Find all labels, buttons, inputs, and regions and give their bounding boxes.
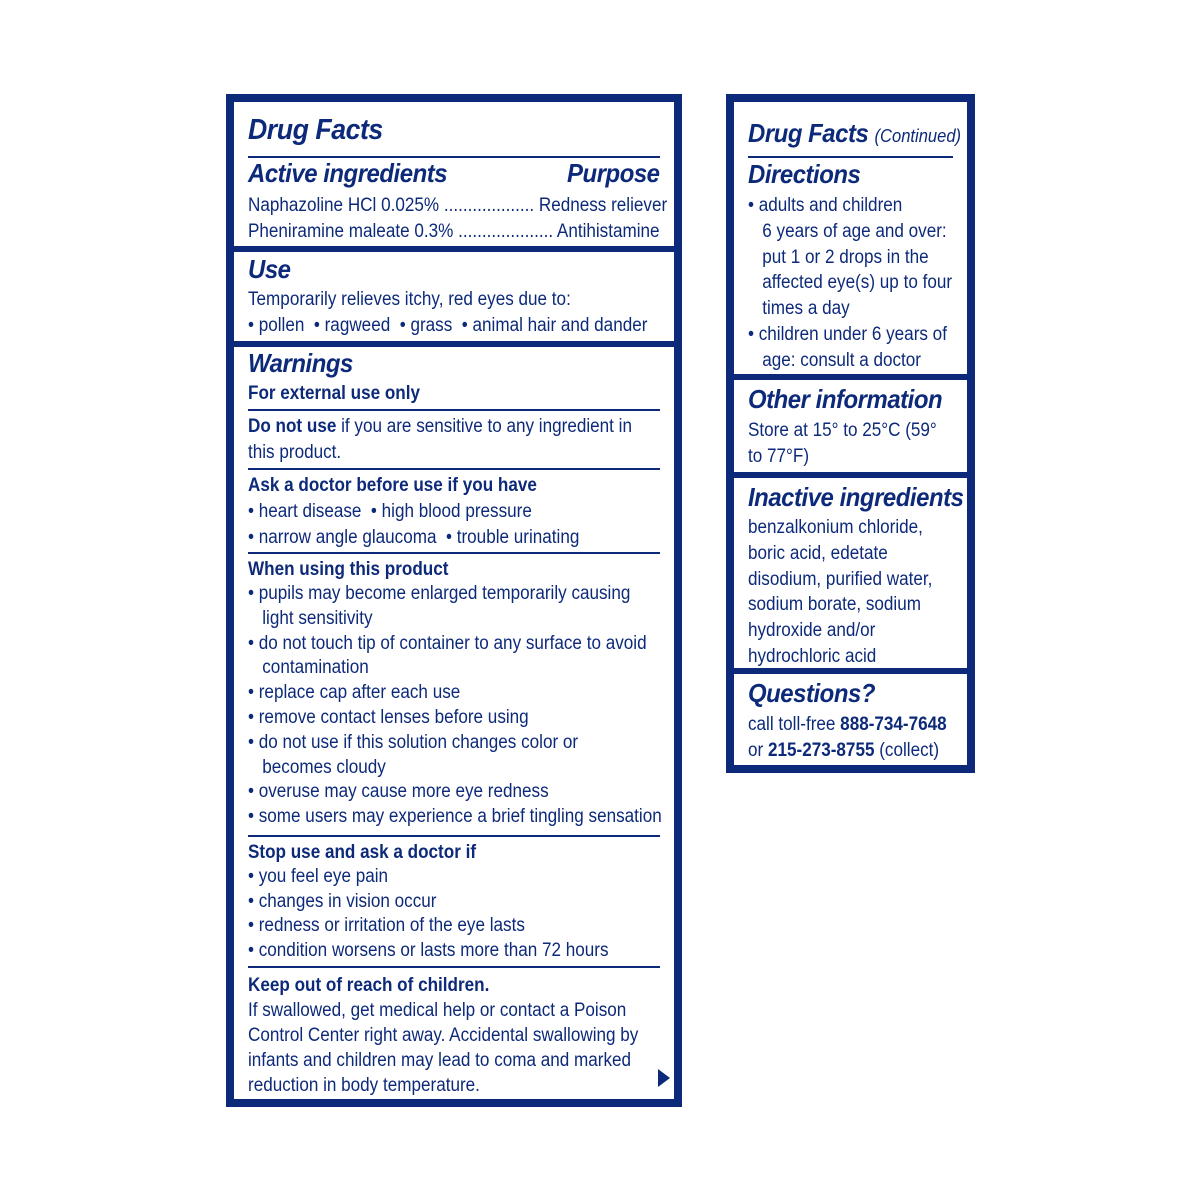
list-item: • pupils may become enlarged temporarily causing — [248, 583, 631, 604]
list-item: times a day — [748, 298, 850, 320]
continued-label: (Continued) — [874, 126, 962, 146]
when-using-header: When using this product — [248, 559, 449, 580]
section-bar — [234, 246, 674, 252]
questions-text: or — [748, 740, 768, 761]
list-item: • changes in vision occur — [248, 890, 437, 912]
divider — [248, 468, 660, 470]
drug-facts-title: Drug Facts — [248, 114, 383, 146]
questions-text: (collect) — [874, 740, 940, 761]
ask-doctor-header: Ask a doctor before use if you have — [248, 475, 537, 496]
active-ingredients-header-row — [248, 158, 660, 189]
list-item: • redness or irritation of the eye lasts — [248, 915, 525, 937]
list-item: 6 years of age and over: — [748, 220, 947, 242]
keep-out-text — [248, 998, 660, 1098]
section-bar — [734, 374, 967, 380]
list-item: becomes cloudy — [248, 756, 386, 778]
text-line: reduction in body temperature. — [248, 1075, 480, 1096]
text-line: hydroxide and/or — [748, 620, 876, 642]
questions-line-1 — [748, 712, 947, 738]
warnings-header: Warnings — [248, 348, 353, 378]
text-line: to 77°F) — [748, 446, 810, 467]
drug-facts-continued-title — [748, 118, 961, 149]
purpose-header: Purpose — [567, 158, 660, 188]
text-line: If swallowed, get medical help or contact a Poison — [248, 1000, 627, 1021]
directions-list — [748, 193, 953, 374]
do-not-use-text: if you are sensitive to any ingredient in — [336, 416, 632, 437]
section-bar — [734, 668, 967, 674]
text-line: hydrochloric acid — [748, 645, 877, 667]
text-line: boric acid, edetate — [748, 542, 888, 564]
stop-use-header: Stop use and ask a doctor if — [248, 842, 477, 863]
divider — [248, 966, 660, 968]
list-item: light sensitivity — [248, 607, 373, 629]
directions-header: Directions — [748, 159, 861, 189]
text-line: benzalkonium chloride, — [748, 517, 923, 538]
use-header: Use — [248, 254, 291, 284]
list-item: affected eye(s) up to four — [748, 272, 953, 294]
ingredient-name: Pheniramine maleate 0.3% — [248, 221, 454, 242]
questions-header: Questions? — [748, 678, 875, 708]
text-line: Control Center right away. Accidental swallowing by — [248, 1025, 639, 1046]
list-item: • children under 6 years of — [748, 323, 947, 345]
continue-arrow-icon — [658, 1069, 670, 1087]
other-information-text — [748, 418, 953, 470]
inactive-ingredients-text — [748, 515, 953, 670]
ingredient-row-1 — [248, 193, 667, 219]
divider — [248, 409, 660, 411]
drug-facts-panel-right — [726, 94, 975, 773]
list-item: • remove contact lenses before using — [248, 706, 529, 728]
phone-number-toll-free: 888-734-7648 — [840, 714, 947, 735]
text-line: Store at 15° to 25°C (59° — [748, 420, 937, 441]
do-not-use-label: Do not use — [248, 416, 337, 437]
list-item: • some users may experience a brief tingling sensation — [248, 806, 662, 828]
leader-dots: ................... — [443, 195, 535, 216]
divider — [748, 156, 953, 158]
ingredient-purpose: Redness reliever — [538, 195, 668, 216]
divider — [248, 552, 660, 554]
list-item: • condition worsens or lasts more than 72 hours — [248, 939, 609, 961]
ask-doctor-line-1: • heart disease • high blood pressure — [248, 501, 532, 522]
ingredient-row-2 — [248, 219, 660, 245]
ingredient-purpose: Antihistamine — [556, 221, 660, 242]
list-item: • you feel eye pain — [248, 866, 389, 887]
list-item: contamination — [248, 657, 369, 679]
do-not-use-line — [248, 414, 632, 440]
list-item: age: consult a doctor — [748, 349, 922, 371]
ask-doctor-line-2: • narrow angle glaucoma • trouble urinating — [248, 527, 580, 548]
questions-text: call toll-free — [748, 714, 841, 735]
section-bar — [734, 472, 967, 478]
do-not-use-line-2: this product. — [248, 442, 342, 463]
drug-facts-title: Drug Facts — [748, 118, 869, 148]
when-using-list — [248, 582, 660, 830]
keep-out-header: Keep out of reach of children. — [248, 975, 490, 996]
text-line: sodium borate, sodium — [748, 594, 921, 616]
external-use-text: For external use only — [248, 383, 421, 404]
list-item: • do not touch tip of container to any surface to avoid — [248, 632, 647, 654]
active-ingredients-header: Active ingredients — [248, 158, 448, 188]
drug-facts-panel-left — [226, 94, 682, 1107]
section-bar — [234, 341, 674, 347]
use-items: • pollen • ragweed • grass • animal hair and dander — [248, 315, 648, 336]
stop-use-list — [248, 865, 660, 963]
text-line: infants and children may lead to coma and marked — [248, 1050, 632, 1071]
list-item: • replace cap after each use — [248, 682, 461, 704]
phone-number-collect: 215-273-8755 — [767, 740, 875, 761]
list-item: put 1 or 2 drops in the — [748, 246, 929, 268]
other-information-header: Other information — [748, 384, 943, 414]
list-item: • do not use if this solution changes color or — [248, 731, 579, 753]
ingredient-name: Naphazoline HCl 0.025% — [248, 195, 440, 216]
list-item: • overuse may cause more eye redness — [248, 781, 549, 803]
list-item: • adults and children — [748, 195, 903, 216]
divider — [248, 835, 660, 837]
inactive-ingredients-header: Inactive ingredients — [748, 482, 964, 512]
text-line: disodium, purified water, — [748, 568, 933, 590]
leader-dots: .................... — [458, 221, 554, 242]
use-text: Temporarily relieves itchy, red eyes due to: — [248, 289, 571, 310]
questions-line-2 — [748, 738, 939, 764]
